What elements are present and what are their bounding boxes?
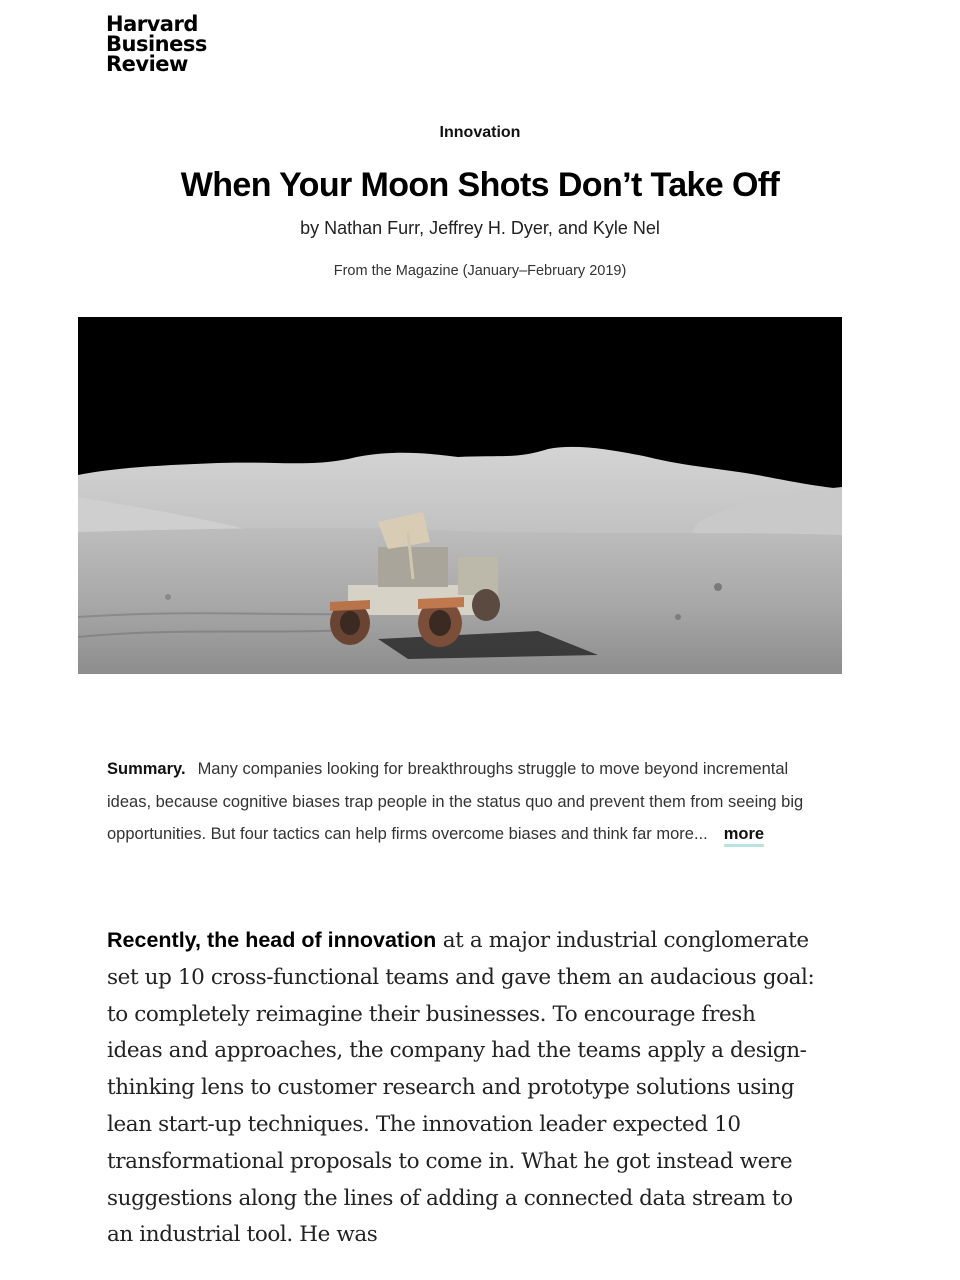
body-lead-in: Recently, the head of innovation	[107, 928, 437, 952]
summary-text: Many companies looking for breakthroughs struggle to move beyond incremental ideas, because cognitive biases trap people in the status quo and prevent them from seeing big opportunities. But four tactics can help firms overcome biases and think far more...	[107, 760, 804, 843]
logo-line-harvard: Harvard	[106, 12, 198, 36]
logo-line-review: Review	[106, 52, 188, 76]
article-title: When Your Moon Shots Don’t Take Off	[180, 166, 780, 204]
hbr-logo[interactable]	[106, 14, 207, 74]
summary-label: Summary.	[107, 760, 186, 778]
article-byline: by Nathan Furr, Jeffrey H. Dyer, and Kyle Nel	[300, 218, 660, 238]
summary-more-link[interactable]: more	[724, 825, 764, 847]
logo-line-business: Business	[106, 32, 207, 56]
article-summary	[107, 753, 807, 851]
hero-image-lunar-rover	[78, 317, 842, 674]
magazine-issue: From the Magazine (January–February 2019)	[333, 263, 627, 279]
article-body-paragraph	[107, 922, 817, 1254]
body-text: at a major industrial conglomerate set up 10 cross-functional teams and gave them an audacious goal: to completely reimagine their businesses. To encourage fresh ideas and approaches, the company had the teams apply a design-thinking lens to customer research and prototype solutions using lean start-up techniques. The innovation leader expected 10 transformational proposals to come in. What he got instead were suggestions along the lines of adding a connected data stream to an industrial tool. He was	[107, 928, 815, 1248]
topic-tag[interactable]: Innovation	[439, 124, 521, 141]
